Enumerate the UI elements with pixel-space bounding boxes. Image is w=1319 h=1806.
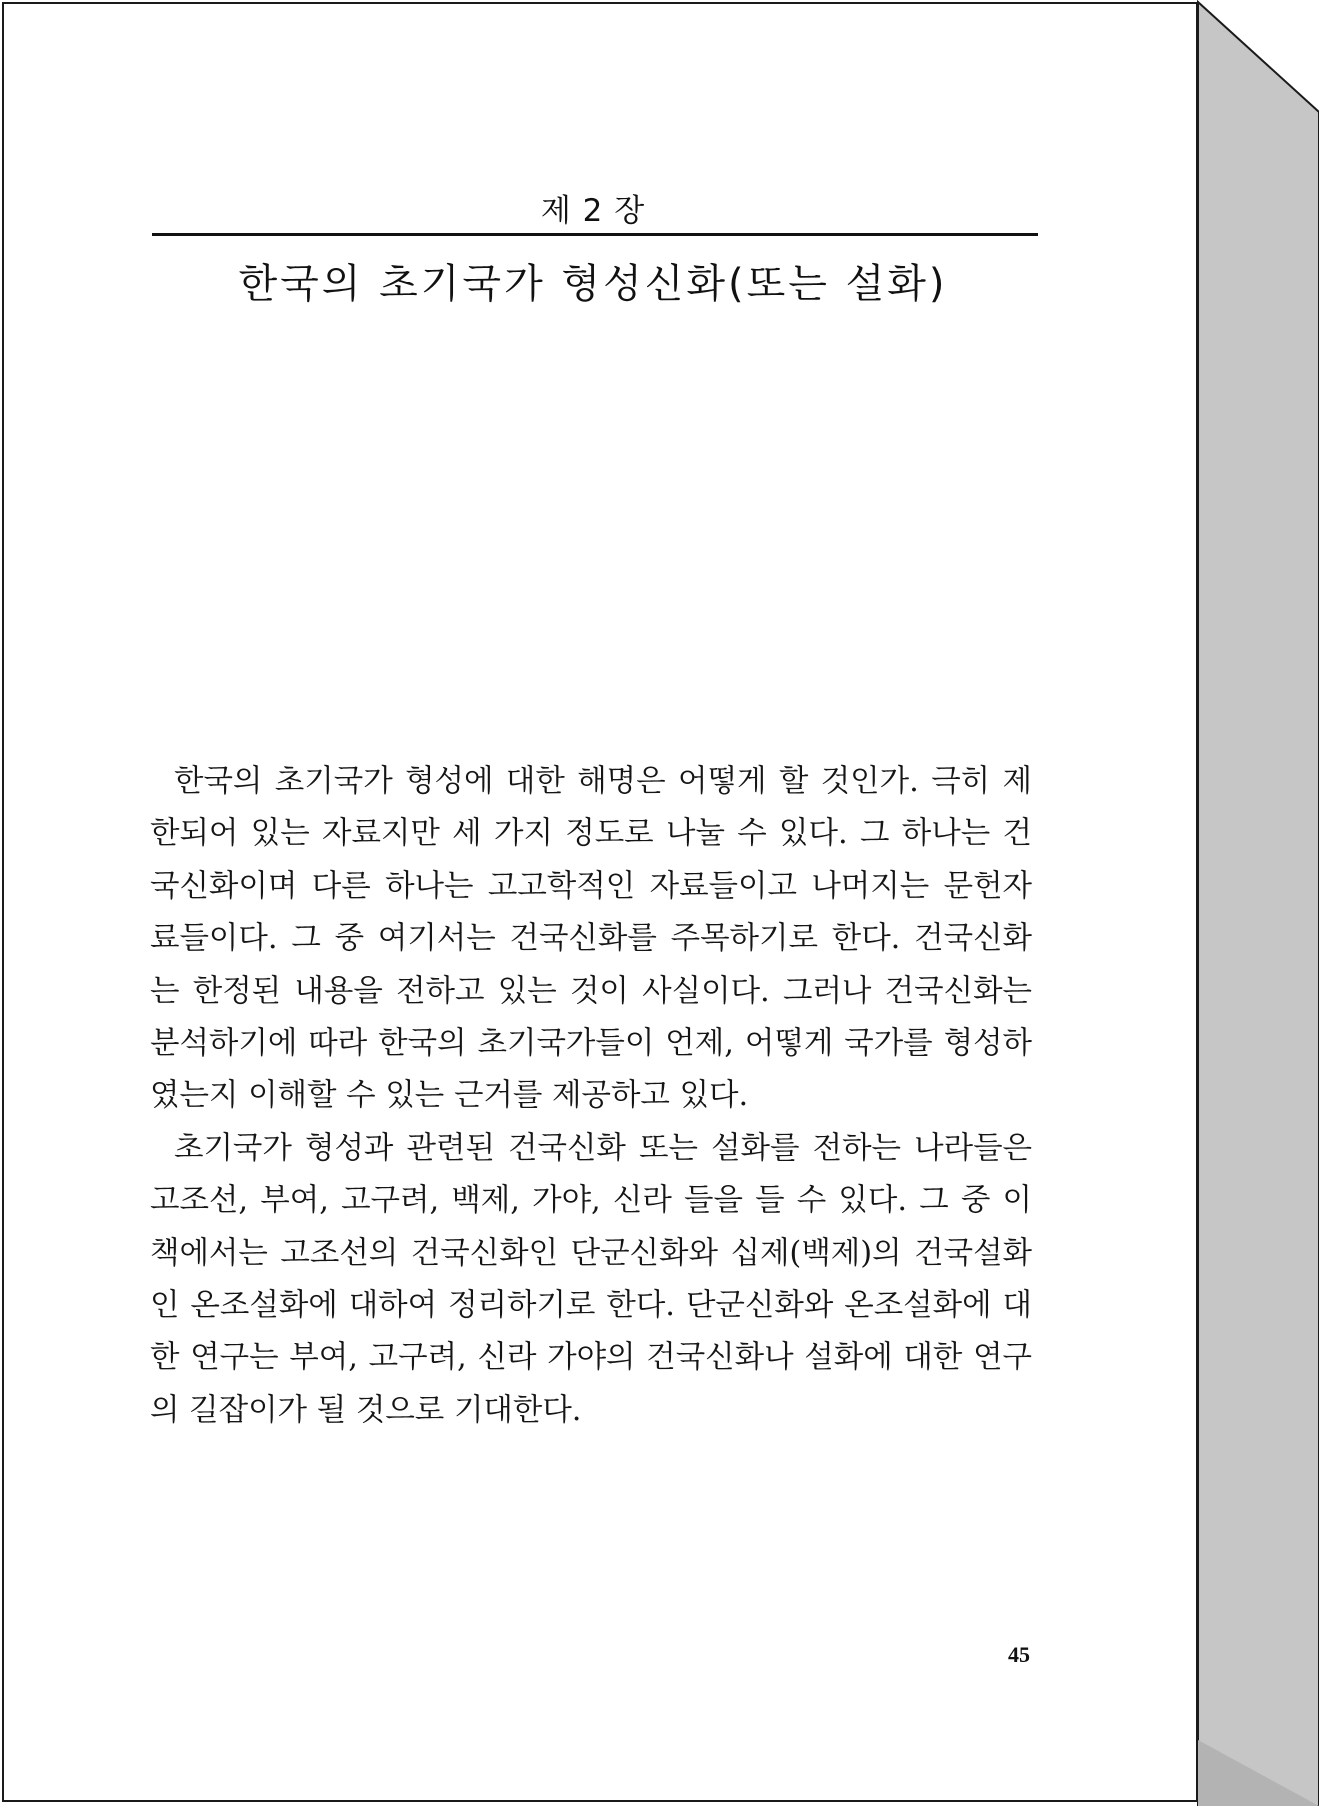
chapter-label: 제 2 장 [540,193,646,229]
chapter-title: 한국의 초기국가 형성신화(또는 설화) [238,261,948,307]
body-text [150,756,1032,1437]
book-side-shadow [1198,1740,1319,1806]
paragraph: 한국의 초기국가 형성에 대한 해명은 어떻게 할 것인가. 극히 제한되어 있는 자료지만 세 가지 정도로 나눌 수 있다. 그 하나는 건국신화이며 다른 하나는 고고학적인 자료들이고 나머지는 문헌자료들이다. 그 중 여기서는 건국신화를 주목하기로 한다. 건국신화는 한정된 내용을 전하고 있는 것이 사실이다. 그러나 건국신화는 분석하기에 따라 한국의 초기국가들이 언제, 어떻게 국가를 형성하였는지 이해할 수 있는 근거를 제공하고 있다. [150,764,1032,1114]
paragraph: 초기국가 형성과 관련된 건국신화 또는 설화를 전하는 나라들은 고조선, 부여, 고구려, 백제, 가야, 신라 들을 들 수 있다. 그 중 이 책에서는 고조선의 건국신화인 단군신화와 십제(백제)의 건국설화인 온조설화에 대하여 정리하기로 한다. 단군신화와 온조설화에 대한 연구는 부여, 고구려, 신라 가야의 건국신화나 설화에 대한 연구의 길잡이가 될 것으로 기대한다. [150,1130,1032,1428]
chapter-divider [152,233,1038,236]
book-side-face [1198,2,1319,1806]
page-number: 45 [1008,1642,1030,1667]
